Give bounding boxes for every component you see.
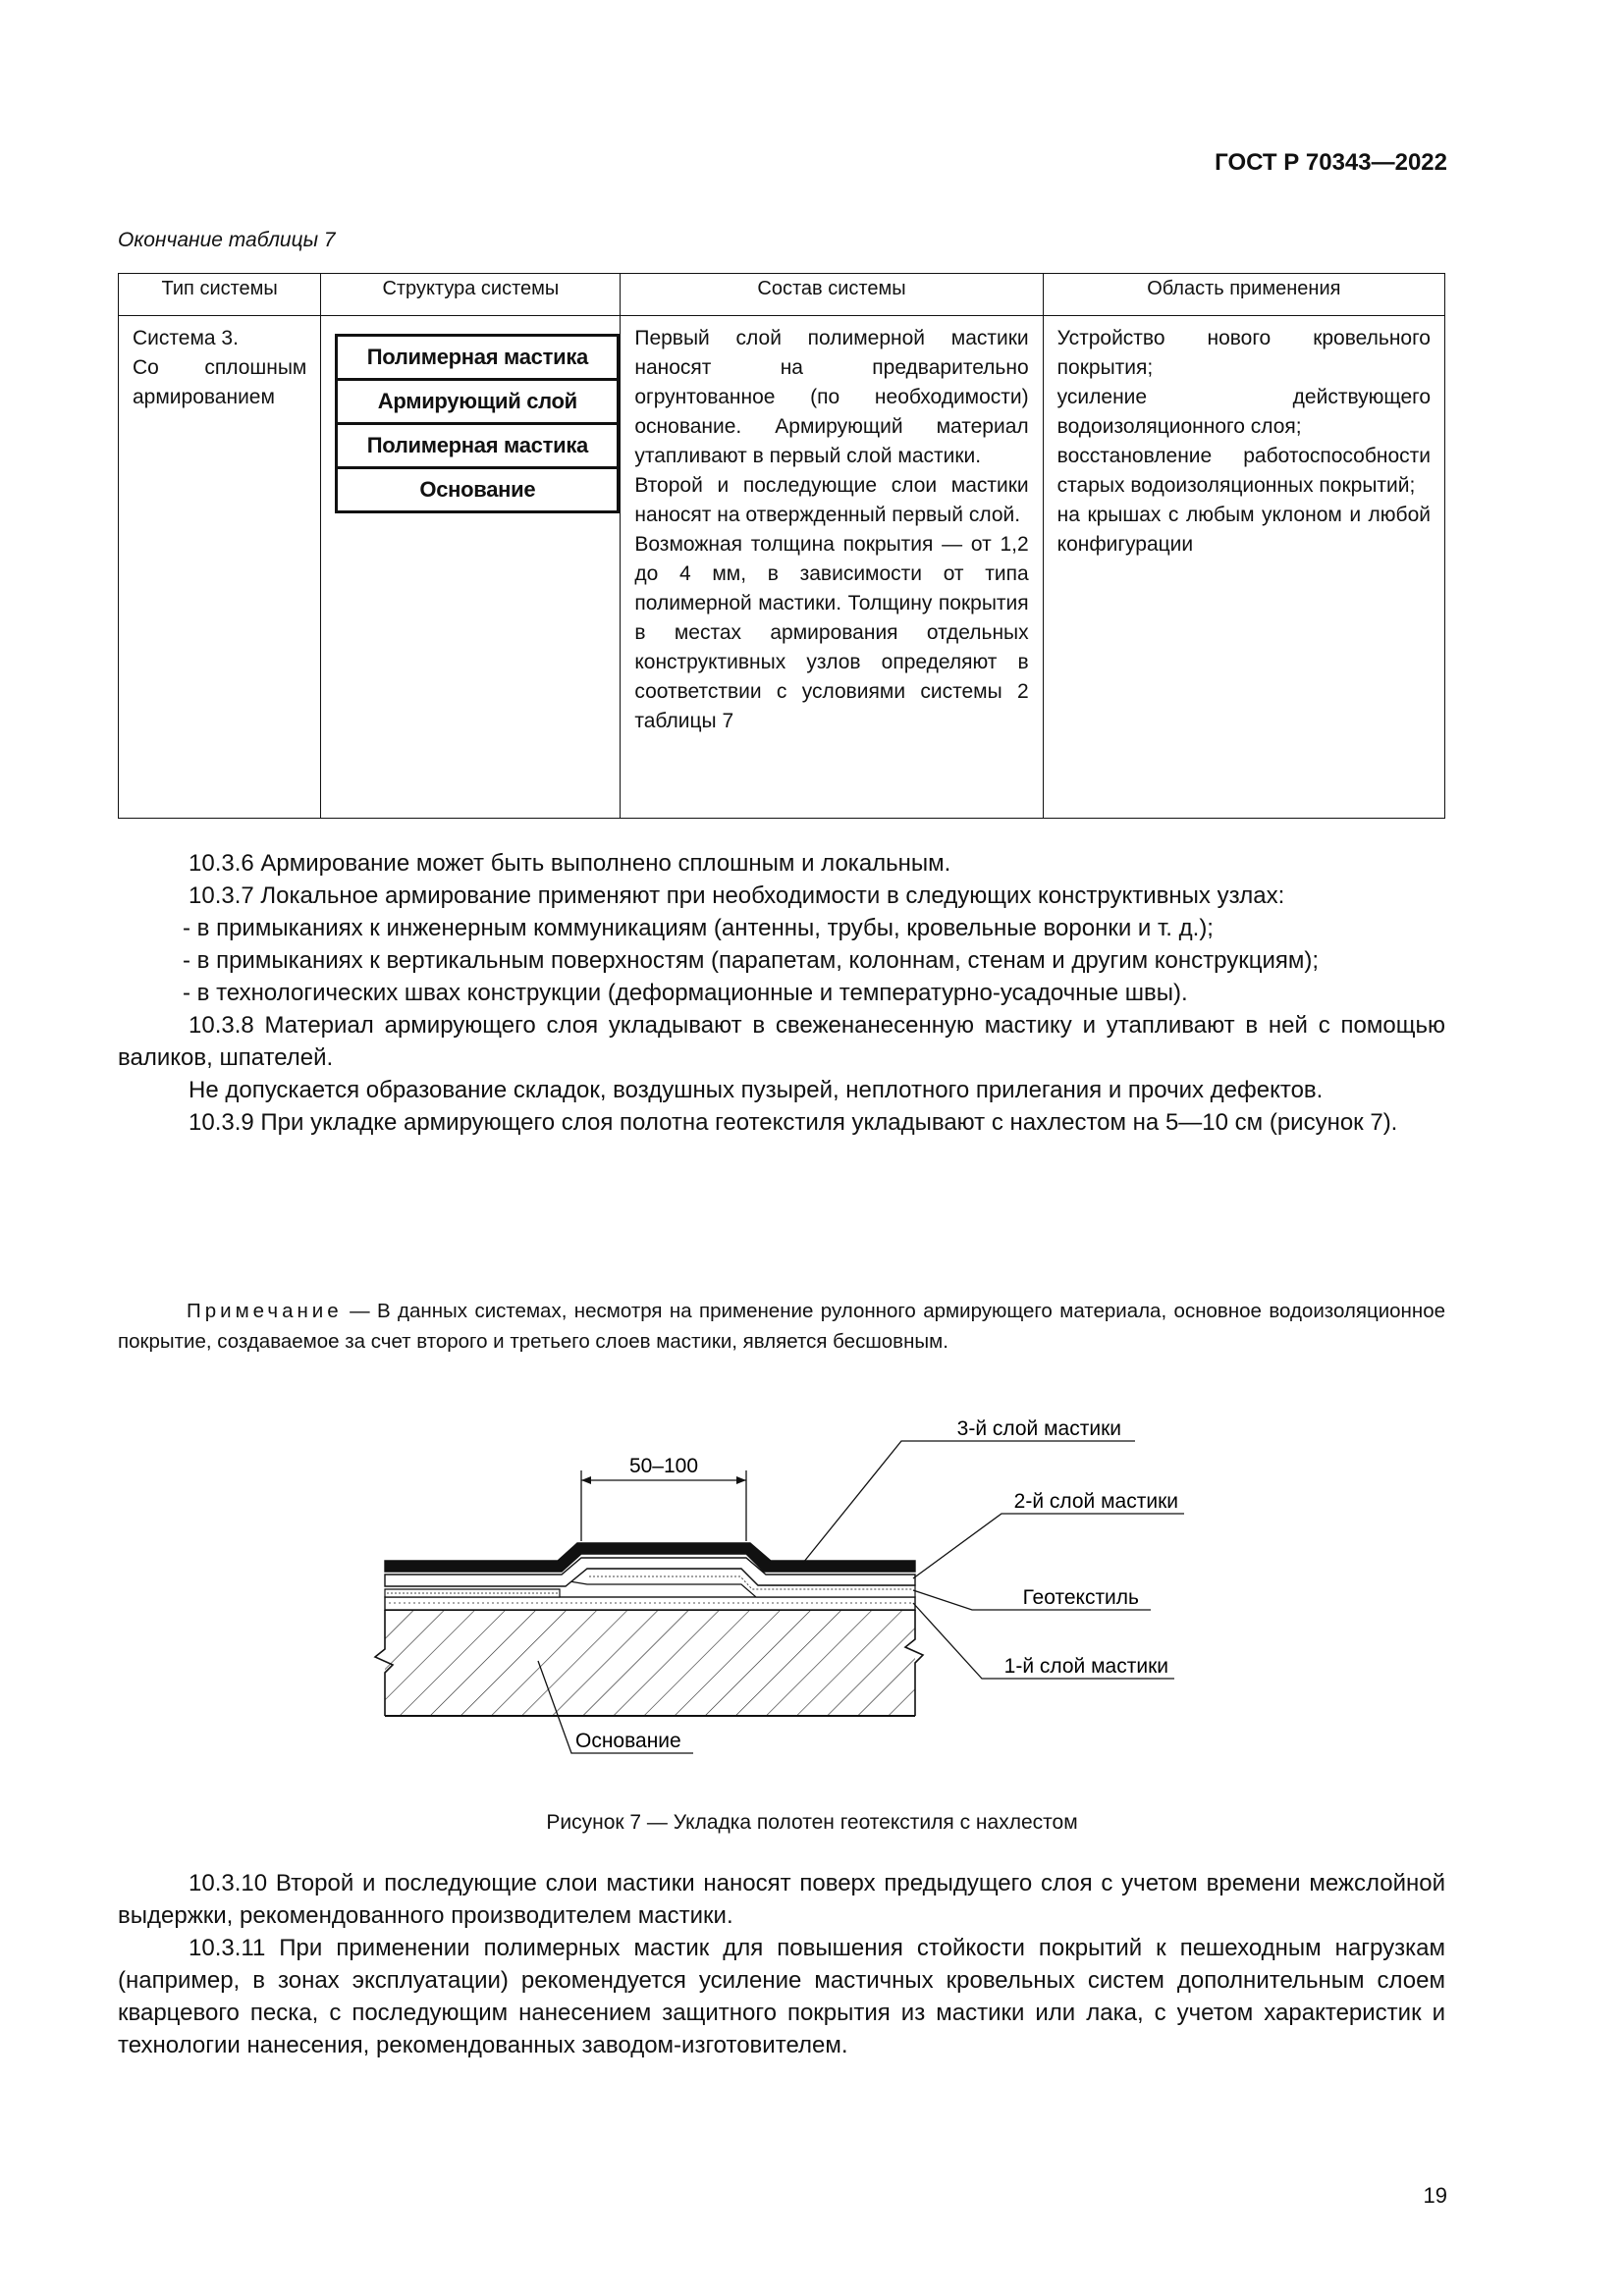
clause-10-3-11: 10.3.11 При применении полимерных мастик для повышения стойкости покрытий к пешеходным нагрузкам (например, в зонах эксплуатации) рекомендуется усиление мастичных кровельных систем дополнительным слоем кварцевого песка, с последующим нанесением защитного покрытия из мастики или лака, с учетом характеристик и технологии нанесения, рекомендованных заводом-изготовителем. xyxy=(118,1935,1445,2058)
application-item: на крышах с любым уклоном и любой конфигурации xyxy=(1056,504,1431,556)
bullet-item: - в примыканиях к инженерным коммуникациям (антенны, трубы, кровельные воронки и т. д.); xyxy=(183,915,1214,941)
figure-caption: Рисунок 7 — Укладка полотен геотекстиля с нахлестом xyxy=(546,1811,1078,1834)
table-header-row xyxy=(119,274,1445,316)
clause-10-3-8: 10.3.8 Материал армирующего слоя укладывают в свеженанесенную мастику и утапливают в ней с помощью валиков, шпателей. xyxy=(118,1012,1445,1071)
composition-paragraph: Второй и последующие слои мастики наносят на отвержденный первый слой. xyxy=(634,474,1029,526)
clause-10-3-6: 10.3.6 Армирование может быть выполнено сплошным и локальным. xyxy=(189,850,951,877)
table-7 xyxy=(118,273,1445,819)
body-section-2 xyxy=(118,1867,1445,2061)
table-row xyxy=(119,316,1445,819)
label-base: Основание xyxy=(575,1730,681,1752)
cell-system-type xyxy=(119,316,321,819)
layer-reinforcing: Армирующий слой xyxy=(338,381,617,425)
body-section-1 xyxy=(118,847,1445,1139)
label-layer3: 3-й слой мастики xyxy=(956,1417,1121,1440)
header-system-type: Тип системы xyxy=(119,274,321,316)
dimension-label: 50–100 xyxy=(628,1455,699,1477)
figure-7-diagram xyxy=(324,1394,1227,1787)
application-item: усиление действующего водоизоляционного слоя; xyxy=(1056,386,1431,438)
layer-polymer-mastic-top: Полимерная мастика xyxy=(338,337,617,381)
paragraph: Не допускается образование складок, воздушных пузырей, неплотного прилегания и прочих дефектов. xyxy=(189,1077,1324,1103)
document-id: ГОСТ Р 70343—2022 xyxy=(1215,149,1447,176)
bullet-item: - в технологических швах конструкции (деформационные и температурно-усадочные швы). xyxy=(183,980,1188,1006)
layer-base: Основание xyxy=(419,477,536,502)
application-item: восстановление работоспособности старых водоизоляционных покрытий; xyxy=(1056,445,1431,497)
composition-paragraph: Возможная толщина покрытия — от 1,2 до 4 мм, в зависимости от типа полимерной мастики. Толщину покрытия в местах армирования отдельных конструктивных узлов определяют в соответствии с условиями системы 2 таблицы 7 xyxy=(634,533,1029,732)
application-item: Устройство нового кровельного покрытия; xyxy=(1056,327,1431,379)
system-type-title: Система 3. xyxy=(133,327,239,349)
note xyxy=(118,1296,1445,1357)
clause-10-3-10: 10.3.10 Второй и последующие слои мастики наносят поверх предыдущего слоя с учетом времени межслойной выдержки, рекомендованного производителем мастики. xyxy=(118,1870,1445,1929)
cell-system-structure xyxy=(321,316,621,819)
layer-polymer-mastic-bottom: Полимерная мастика xyxy=(338,425,617,469)
page-number: 19 xyxy=(1423,2183,1447,2208)
clause-10-3-7: 10.3.7 Локальное армирование применяют при необходимости в следующих конструктивных узлах: xyxy=(189,882,1285,909)
label-geotextile: Геотекстиль xyxy=(1022,1586,1139,1609)
cell-system-composition xyxy=(621,316,1043,819)
system-type-description: Со сплошным армированием xyxy=(133,356,307,408)
label-layer2: 2-й слой мастики xyxy=(1013,1490,1178,1513)
base-hatch xyxy=(385,1610,915,1716)
bullet-item: - в примыканиях к вертикальным поверхностям (парапетам, колоннам, стенам и другим конструкциям); xyxy=(183,947,1320,974)
cell-application-area xyxy=(1043,316,1444,819)
leader-layer2 xyxy=(913,1514,1184,1578)
header-application-area: Область применения xyxy=(1043,274,1444,316)
note-text: — В данных системах, несмотря на применение рулонного армирующего материала, основное водоизоляционное покрытие, создаваемое за счет второго и третьего слоев мастики, является бесшовным. xyxy=(118,1300,1445,1353)
note-label: Примечание xyxy=(187,1300,343,1322)
header-system-structure: Структура системы xyxy=(321,274,621,316)
table-continuation-caption: Окончание таблицы 7 xyxy=(118,229,336,251)
composition-paragraph: Первый слой полимерной мастики наносят на предварительно огрунтованное (по необходимости) основание. Армирующий материал утапливают в первый слой мастики. xyxy=(634,327,1029,467)
label-layer1: 1-й слой мастики xyxy=(1003,1655,1168,1678)
clause-10-3-9: 10.3.9 При укладке армирующего слоя полотна геотекстиля укладывают с нахлестом на 5—10 см (рисунок 7). xyxy=(189,1109,1398,1136)
layer-structure-diagram xyxy=(335,334,620,513)
header-system-composition: Состав системы xyxy=(621,274,1043,316)
